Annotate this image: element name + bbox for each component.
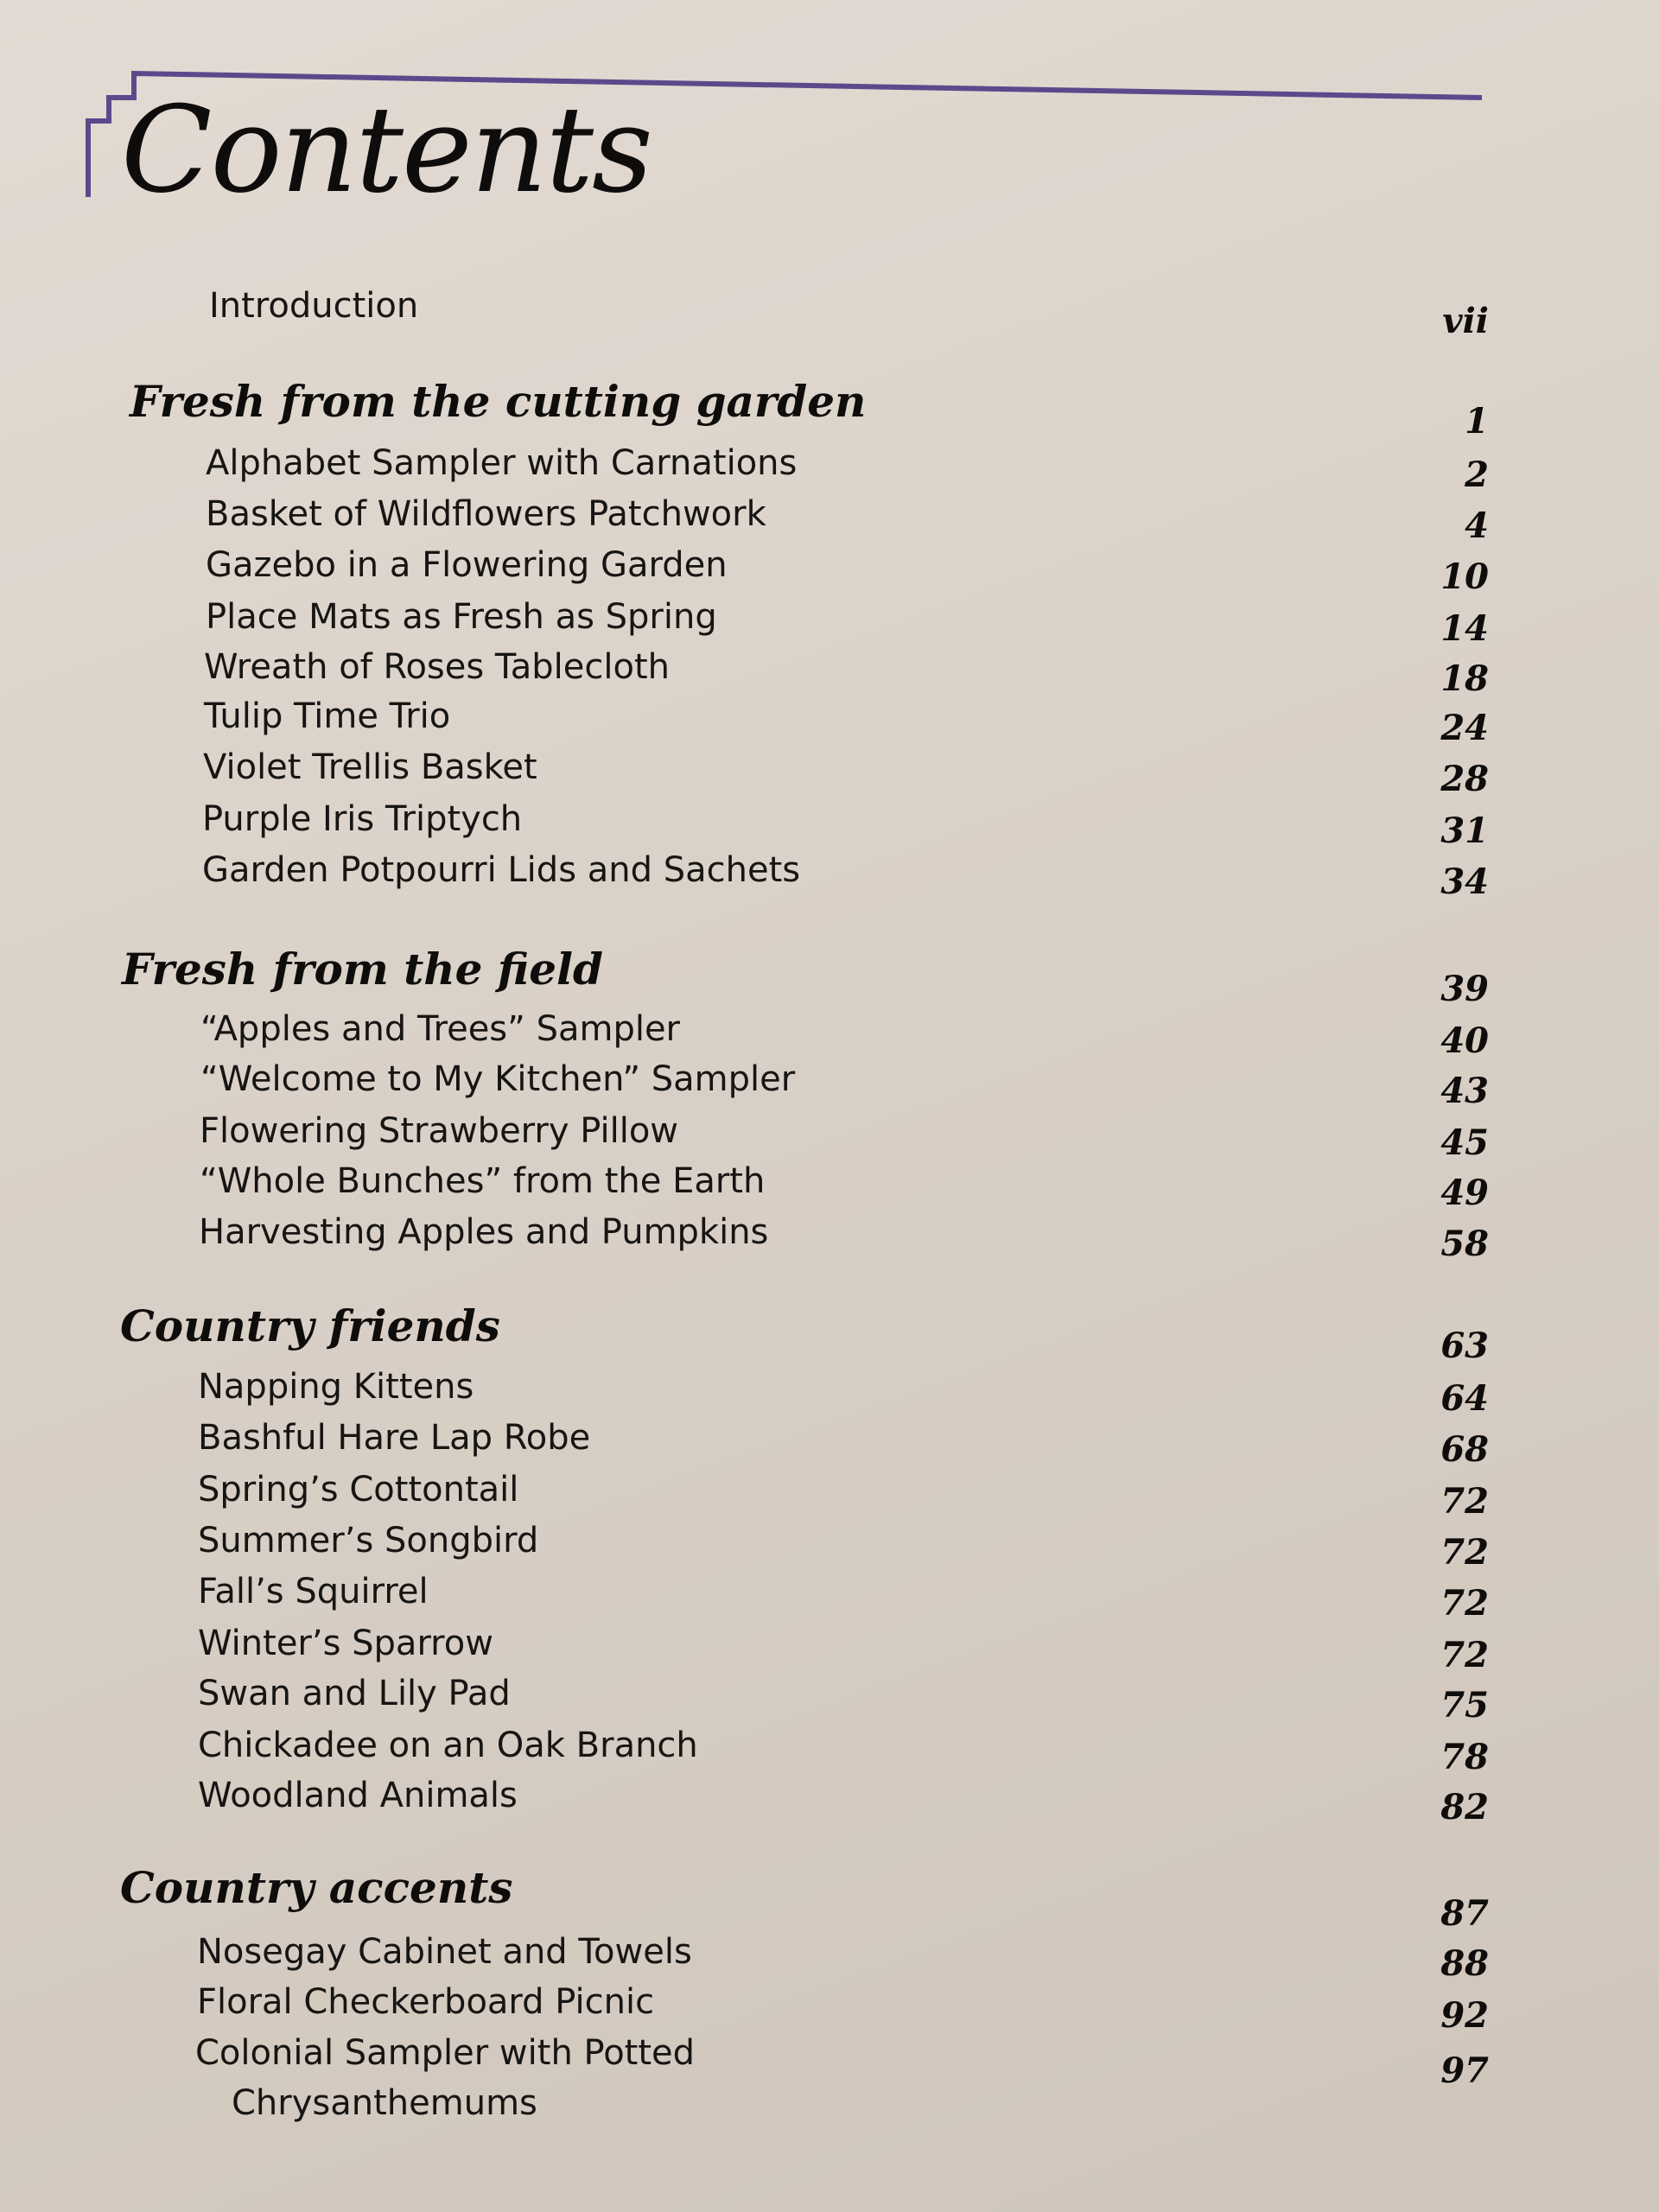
- toc-entry-title: Chickadee on an Oak Branch: [198, 1726, 698, 1765]
- toc-entry-row[interactable]: [0, 1623, 1659, 1675]
- toc-entry-title: Floral Checkerboard Picnic: [197, 1982, 655, 2022]
- toc-entry-title: Alphabet Sampler with Carnations: [206, 443, 798, 483]
- toc-entry-title: “Whole Bunches” from the Earth: [200, 1161, 766, 1201]
- toc-page-number: 78: [1440, 1737, 1489, 1777]
- toc-entry-title: Purple Iris Triptych: [202, 799, 523, 839]
- toc-page-number: 64: [1440, 1378, 1489, 1419]
- toc-entry-title: Summer’s Songbird: [198, 1521, 539, 1560]
- toc-entry-title: Swan and Lily Pad: [198, 1674, 511, 1713]
- toc-entry-row[interactable]: [0, 1571, 1659, 1623]
- toc-page-number: 72: [1440, 1635, 1489, 1675]
- toc-entry-title: Gazebo in a Flowering Garden: [206, 545, 728, 585]
- toc-page-number: 49: [1440, 1173, 1489, 1213]
- toc-entry-row[interactable]: [0, 646, 1659, 698]
- toc-entry-row[interactable]: [0, 493, 1659, 545]
- toc-page-number: 28: [1440, 759, 1489, 799]
- toc-entry-title: Winter’s Sparrow: [198, 1624, 493, 1663]
- toc-entry-row[interactable]: [0, 1211, 1659, 1263]
- toc-entry-row[interactable]: [0, 1469, 1659, 1521]
- toc-entry-title-continuation: Chrysanthemums: [232, 2083, 537, 2123]
- toc-entry-row[interactable]: [0, 1366, 1659, 1418]
- toc-entry-row[interactable]: [0, 696, 1659, 747]
- toc-entry-row[interactable]: [0, 596, 1659, 648]
- toc-page-number: 39: [1440, 969, 1489, 1009]
- toc-entry-row[interactable]: [0, 1008, 1659, 1060]
- toc-entry-row[interactable]: [0, 1520, 1659, 1572]
- toc-page-number: 43: [1440, 1071, 1489, 1111]
- toc-page-number: 2: [1465, 454, 1489, 495]
- toc-entry-title: Introduction: [209, 286, 419, 326]
- toc-page-number: 4: [1465, 505, 1489, 546]
- toc-section-row[interactable]: [0, 1300, 1659, 1366]
- toc-page-number: 97: [1440, 2050, 1489, 2091]
- toc-entry-title: “Apples and Trees” Sampler: [200, 1009, 680, 1049]
- toc-page-number: 45: [1440, 1122, 1489, 1163]
- toc-section-title: Country friends: [120, 1300, 500, 1351]
- toc-entry-title: Woodland Animals: [198, 1776, 518, 1815]
- toc-entry-title: Bashful Hare Lap Robe: [198, 1418, 591, 1458]
- toc-page-number: 58: [1440, 1224, 1489, 1264]
- toc-entry-title: Nosegay Cabinet and Towels: [197, 1932, 692, 1972]
- toc-page-number: vii: [1442, 301, 1489, 341]
- toc-entry-title: “Welcome to My Kitchen” Sampler: [200, 1059, 796, 1099]
- toc-entry-title: Place Mats as Fresh as Spring: [206, 597, 717, 637]
- toc-entry-row[interactable]: [0, 1725, 1659, 1777]
- toc-section-row[interactable]: [0, 1862, 1659, 1934]
- toc-page-number: 75: [1440, 1685, 1489, 1726]
- toc-section-row[interactable]: [0, 376, 1659, 442]
- toc-page-number: 18: [1440, 658, 1489, 699]
- toc-page-number: 72: [1440, 1481, 1489, 1522]
- toc-entry-title: Flowering Strawberry Pillow: [200, 1111, 679, 1151]
- toc-entry-title: Violet Trellis Basket: [203, 747, 537, 787]
- toc-page-number: 14: [1440, 608, 1489, 649]
- toc-entry-row[interactable]: [0, 1775, 1659, 1827]
- toc-entry-row[interactable]: [0, 1110, 1659, 1162]
- toc-intro-row[interactable]: [0, 285, 1659, 341]
- toc-page-number: 63: [1440, 1325, 1489, 1366]
- toc-page-number: 10: [1440, 556, 1489, 597]
- toc-page-number: 31: [1440, 810, 1489, 851]
- toc-entry-row[interactable]: [0, 442, 1659, 494]
- toc-section-title: Country accents: [120, 1862, 513, 1913]
- toc-page-number: 24: [1440, 708, 1489, 748]
- toc-entry-row[interactable]: [0, 1673, 1659, 1725]
- toc-page-number: 88: [1440, 1943, 1489, 1984]
- toc-entry-row[interactable]: [0, 798, 1659, 850]
- toc-page-number: 68: [1440, 1429, 1489, 1470]
- toc-page-number: 1: [1465, 401, 1489, 442]
- toc-entry-title: Tulip Time Trio: [204, 696, 451, 736]
- toc-entry-row[interactable]: [0, 2032, 1659, 2127]
- toc-entry-title: Colonial Sampler with Potted: [195, 2033, 696, 2073]
- toc-page-number: 40: [1440, 1020, 1489, 1061]
- page-title: Contents: [121, 80, 652, 219]
- toc-page-number: 72: [1440, 1583, 1489, 1624]
- toc-page-number: 82: [1440, 1787, 1489, 1827]
- toc-entry-row[interactable]: [0, 1981, 1659, 2036]
- toc-section-row[interactable]: [0, 944, 1659, 1009]
- toc-entry-row[interactable]: [0, 544, 1659, 596]
- toc-entry-title: Basket of Wildflowers Patchwork: [206, 494, 766, 534]
- toc-entry-row[interactable]: [0, 849, 1659, 901]
- toc-page-number: 34: [1440, 861, 1489, 902]
- toc-entry-title: Napping Kittens: [198, 1367, 474, 1407]
- toc-page-number: 92: [1440, 1995, 1489, 2036]
- toc-entry-title: Spring’s Cottontail: [198, 1470, 519, 1510]
- toc-section-title: Fresh from the cutting garden: [130, 376, 867, 427]
- toc-entry-title: Fall’s Squirrel: [198, 1572, 429, 1611]
- toc-section-title: Fresh from the field: [122, 944, 603, 995]
- toc-entry-title: Garden Potpourri Lids and Sachets: [202, 850, 801, 890]
- toc-entry-title: Harvesting Apples and Pumpkins: [199, 1212, 769, 1252]
- toc-page-number: 72: [1440, 1532, 1489, 1573]
- toc-entry-row[interactable]: [0, 1931, 1659, 1983]
- toc-entry-row[interactable]: [0, 1417, 1659, 1469]
- toc-entry-row[interactable]: [0, 747, 1659, 798]
- toc-entry-title: Wreath of Roses Tablecloth: [204, 647, 670, 687]
- toc-entry-row[interactable]: [0, 1160, 1659, 1212]
- toc-page-number: 87: [1440, 1893, 1489, 1934]
- toc-entry-row[interactable]: [0, 1058, 1659, 1110]
